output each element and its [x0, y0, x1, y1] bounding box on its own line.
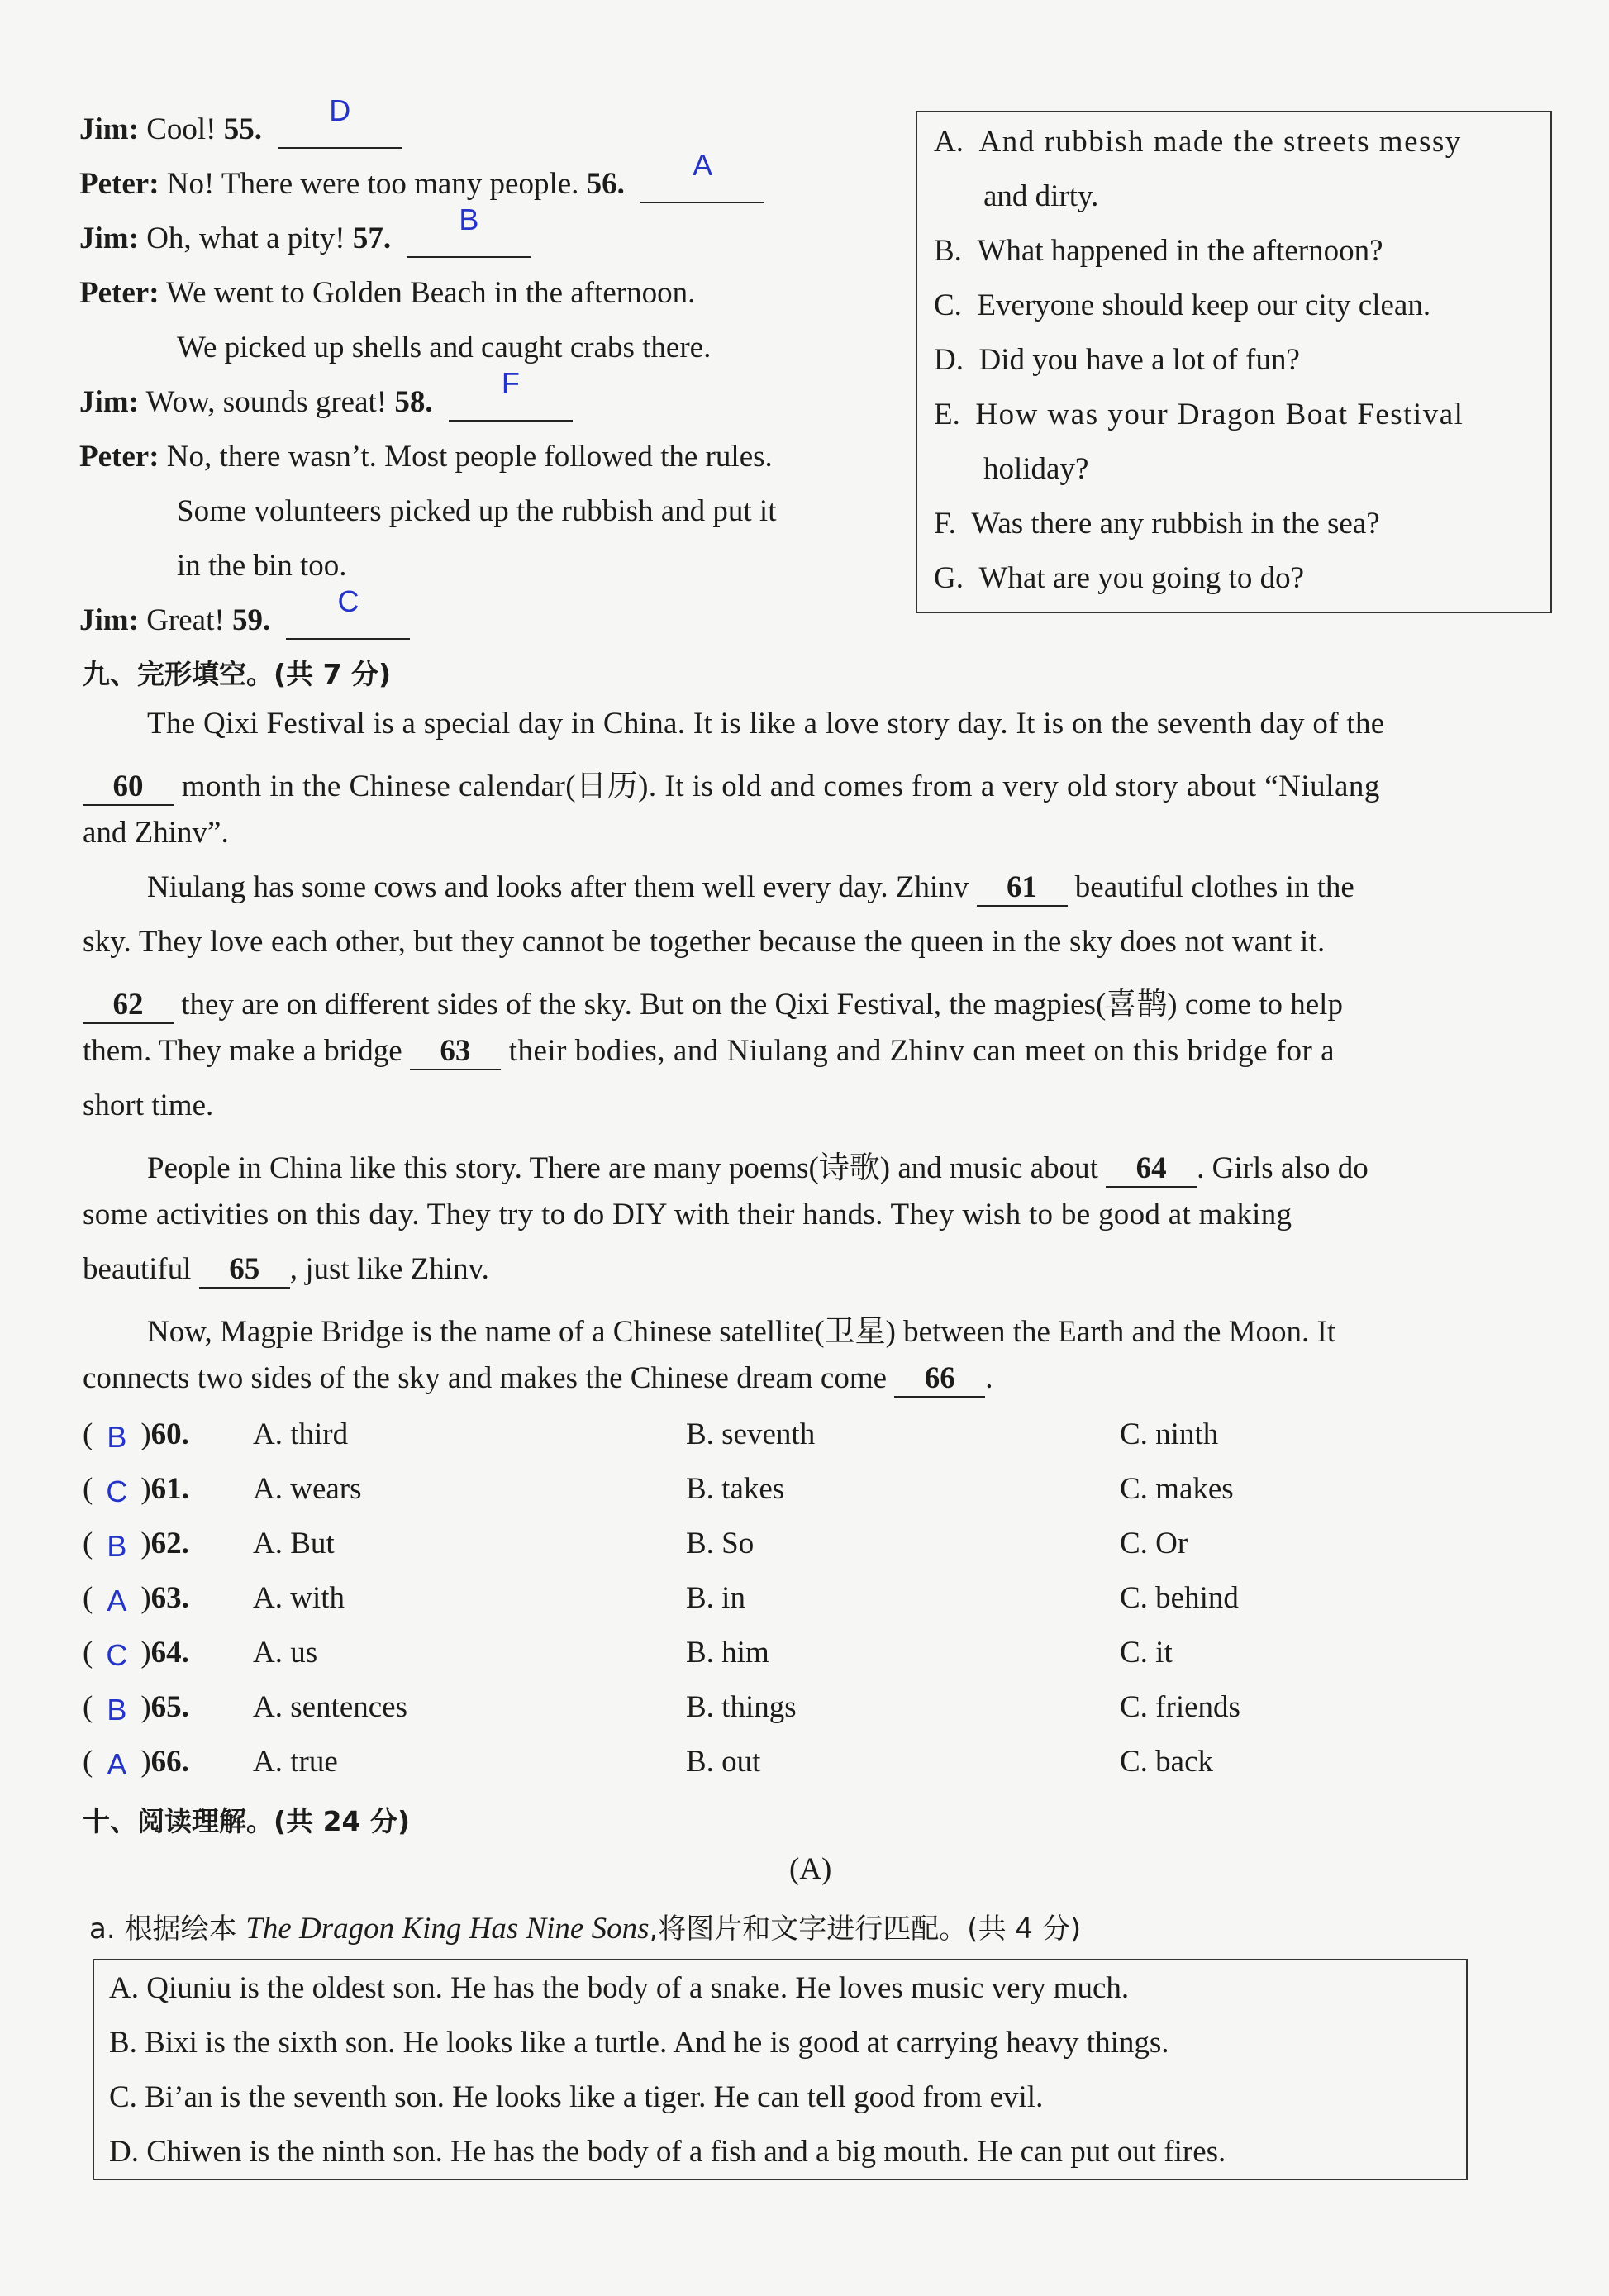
mcq-answer[interactable]: A — [107, 1747, 127, 1781]
dialogue-line: Peter: No, there wasn’t. Most people followed the rules. — [79, 440, 773, 474]
passage-line: short time. — [83, 1088, 214, 1122]
dialogue-text: No, there wasn’t. Most people followed the rules. — [166, 440, 773, 474]
dialogue-text: Cool! — [146, 112, 224, 146]
dialogue-text: No! There were too many people. — [166, 167, 587, 201]
section-heading: 九、完形填空。(共 7 分) — [83, 658, 392, 690]
option-item: G. What are you going to do? — [934, 561, 1305, 595]
part-label: (A) — [789, 1852, 832, 1886]
reading-box — [93, 1959, 1468, 2180]
handwritten-answer: A — [693, 148, 713, 182]
mcq-row: ( B )65. — [83, 1690, 189, 1727]
section-heading: 十、阅读理解。(共 24 分) — [83, 1805, 411, 1837]
mcq-option-b[interactable]: B. him — [686, 1636, 769, 1670]
speaker: Peter — [79, 276, 150, 310]
mcq-row: ( C )64. — [83, 1636, 189, 1672]
dialogue-text: in the bin too. — [177, 549, 347, 583]
cloze-blank[interactable]: 66 — [894, 1360, 985, 1398]
dialogue-text: Wow, sounds great! — [145, 385, 395, 419]
speaker: Peter — [79, 440, 150, 474]
mcq-option-c[interactable]: C. Or — [1120, 1527, 1188, 1560]
dialogue-line — [177, 330, 711, 365]
mcq-option-b[interactable]: B. out — [686, 1745, 761, 1779]
mcq-option-c[interactable]: C. back — [1120, 1745, 1214, 1779]
reading-item: B. Bixi is the sixth son. He looks like a turtle. And he is good at carrying heavy things. — [109, 2026, 1169, 2060]
mcq-option-a[interactable]: A. with — [253, 1581, 345, 1615]
question-number: 58. — [394, 385, 433, 419]
mcq-option-a[interactable]: A. sentences — [253, 1690, 407, 1724]
mcq-row: ( B )60. — [83, 1417, 189, 1454]
mcq-answer[interactable]: B — [107, 1693, 127, 1727]
passage-line: Now, Magpie Bridge is the name of a Chinese satellite(卫星) between the Earth and the Moon. It — [147, 1315, 1336, 1349]
reading-item: A. Qiuniu is the oldest son. He has the body of a snake. He loves music very much. — [109, 1971, 1130, 2005]
dialogue-line — [177, 548, 347, 584]
option-item: E. How was your Dragon Boat Festival — [934, 398, 1464, 431]
handwritten-answer: C — [337, 584, 359, 618]
dialogue-line: Jim: Oh, what a pity! 57. B — [79, 221, 531, 258]
reading-item: C. Bi’an is the seventh son. He looks like a tiger. He can tell good from evil. — [109, 2080, 1044, 2114]
mcq-option-a[interactable]: A. But — [253, 1527, 335, 1560]
option-item: C. Everyone should keep our city clean. — [934, 288, 1431, 322]
passage-line: and Zhinv”. — [83, 816, 229, 850]
passage-line: 62 they are on different sides of the sky. But on the Qixi Festival, the magpies(喜鹊) come to help — [83, 979, 1343, 1024]
question-number: 55. — [223, 112, 262, 146]
dialogue-line: Peter: No! There were too many people. 56. A — [79, 166, 764, 203]
mcq-option-c[interactable]: C. behind — [1120, 1581, 1239, 1615]
mcq-option-c[interactable]: C. it — [1120, 1636, 1173, 1670]
cloze-blank[interactable]: 62 — [83, 987, 174, 1024]
dialogue-line: Jim: Great! 59. C — [79, 603, 410, 640]
mcq-option-a[interactable]: A. us — [253, 1636, 318, 1670]
answer-blank[interactable] — [449, 366, 573, 422]
mcq-answer[interactable]: C — [106, 1474, 128, 1508]
options-box — [916, 111, 1552, 613]
question-number: 57. — [352, 222, 392, 255]
instruction: a. 根据绘本 The Dragon King Has Nine Sons,将图片和文字进行匹配。(共 4 分) — [89, 1912, 1082, 1946]
answer-blank[interactable] — [640, 148, 764, 203]
option-item: and dirty. — [983, 179, 1099, 213]
mcq-option-c[interactable]: C. makes — [1120, 1472, 1234, 1506]
passage-line: beautiful 65 , just like Zhinv. — [83, 1251, 489, 1289]
mcq-answer[interactable]: A — [107, 1584, 127, 1617]
dialogue-line: Peter: We went to Golden Beach in the afternoon. — [79, 276, 696, 310]
passage-line: sky. They love each other, but they cannot be together because the queen in the sky does not want it. — [83, 925, 1326, 959]
speaker: Peter — [79, 167, 150, 201]
mcq-answer[interactable]: B — [107, 1529, 127, 1563]
passage-line: People in China like this story. There are many poems(诗歌) and music about 64 . Girls also do — [147, 1142, 1369, 1188]
option-item: D. Did you have a lot of fun? — [934, 343, 1300, 377]
passage-line: 60 month in the Chinese calendar(日历). It is old and comes from a very old story about “Niulang — [83, 760, 1380, 806]
dialogue-text: Some volunteers picked up the rubbish and put it — [177, 494, 777, 528]
passage-line: them. They make a bridge 63 their bodies, and Niulang and Zhinv can meet on this bridge for a — [83, 1033, 1335, 1070]
mcq-option-a[interactable]: A. wears — [253, 1472, 362, 1506]
handwritten-answer: B — [459, 202, 479, 236]
dialogue-text: Great! — [146, 603, 232, 637]
mcq-row: ( B )62. — [83, 1527, 189, 1563]
speaker: Jim — [79, 112, 129, 146]
speaker: Jim — [79, 385, 129, 419]
mcq-row: ( A )63. — [83, 1581, 189, 1617]
mcq-answer[interactable]: C — [106, 1638, 128, 1672]
answer-blank[interactable] — [286, 584, 410, 640]
passage-line: connects two sides of the sky and makes the Chinese dream come 66 . — [83, 1360, 993, 1398]
option-item: A. And rubbish made the streets messy — [934, 125, 1462, 159]
cloze-blank[interactable]: 63 — [410, 1033, 501, 1070]
speaker: Jim — [79, 222, 129, 255]
mcq-option-c[interactable]: C. ninth — [1120, 1417, 1219, 1451]
question-number: 59. — [231, 603, 271, 637]
dialogue-text: Oh, what a pity! — [146, 222, 353, 255]
passage-line: The Qixi Festival is a special day in China. It is like a love story day. It is on the seventh day of the — [147, 707, 1385, 741]
mcq-answer[interactable]: B — [107, 1420, 127, 1454]
reading-item: D. Chiwen is the ninth son. He has the body of a fish and a big mouth. He can put out fires. — [109, 2135, 1226, 2169]
cloze-blank[interactable]: 61 — [977, 869, 1068, 907]
mcq-option-b[interactable]: B. So — [686, 1527, 755, 1560]
mcq-option-b[interactable]: B. takes — [686, 1472, 785, 1506]
dialogue-text: We went to Golden Beach in the afternoon. — [166, 276, 696, 310]
question-number: 56. — [586, 167, 625, 201]
mcq-option-c[interactable]: C. friends — [1120, 1690, 1240, 1724]
passage-line: Niulang has some cows and looks after them well every day. Zhinv 61 beautiful clothes in the — [147, 869, 1354, 907]
mcq-row: ( C )61. — [83, 1472, 189, 1508]
answer-blank[interactable] — [278, 93, 402, 149]
mcq-option-a[interactable]: A. third — [253, 1417, 349, 1451]
handwritten-answer: F — [501, 366, 520, 400]
answer-blank[interactable] — [407, 202, 531, 258]
mcq-option-b[interactable]: B. in — [686, 1581, 745, 1615]
mcq-option-b[interactable]: B. things — [686, 1690, 797, 1724]
cloze-blank[interactable]: 60 — [83, 769, 174, 806]
cloze-blank[interactable]: 64 — [1106, 1150, 1197, 1188]
dialogue-line — [177, 493, 777, 529]
mcq-row: ( A )66. — [83, 1745, 189, 1781]
handwritten-answer: D — [329, 93, 351, 127]
option-item: F. Was there any rubbish in the sea? — [934, 507, 1380, 541]
speaker: Jim — [79, 603, 129, 637]
option-item: B. What happened in the afternoon? — [934, 234, 1383, 268]
passage-line: some activities on this day. They try to do DIY with their hands. They wish to be good at making — [83, 1198, 1292, 1231]
dialogue-line: Jim: Wow, sounds great! 58. F — [79, 384, 573, 422]
cloze-blank[interactable]: 65 — [199, 1251, 290, 1289]
option-item: holiday? — [983, 452, 1089, 486]
mcq-option-a[interactable]: A. true — [253, 1745, 338, 1779]
mcq-option-b[interactable]: B. seventh — [686, 1417, 816, 1451]
dialogue-text: We picked up shells and caught crabs there. — [177, 331, 712, 364]
dialogue-line: Jim: Cool! 55. D — [79, 112, 402, 149]
